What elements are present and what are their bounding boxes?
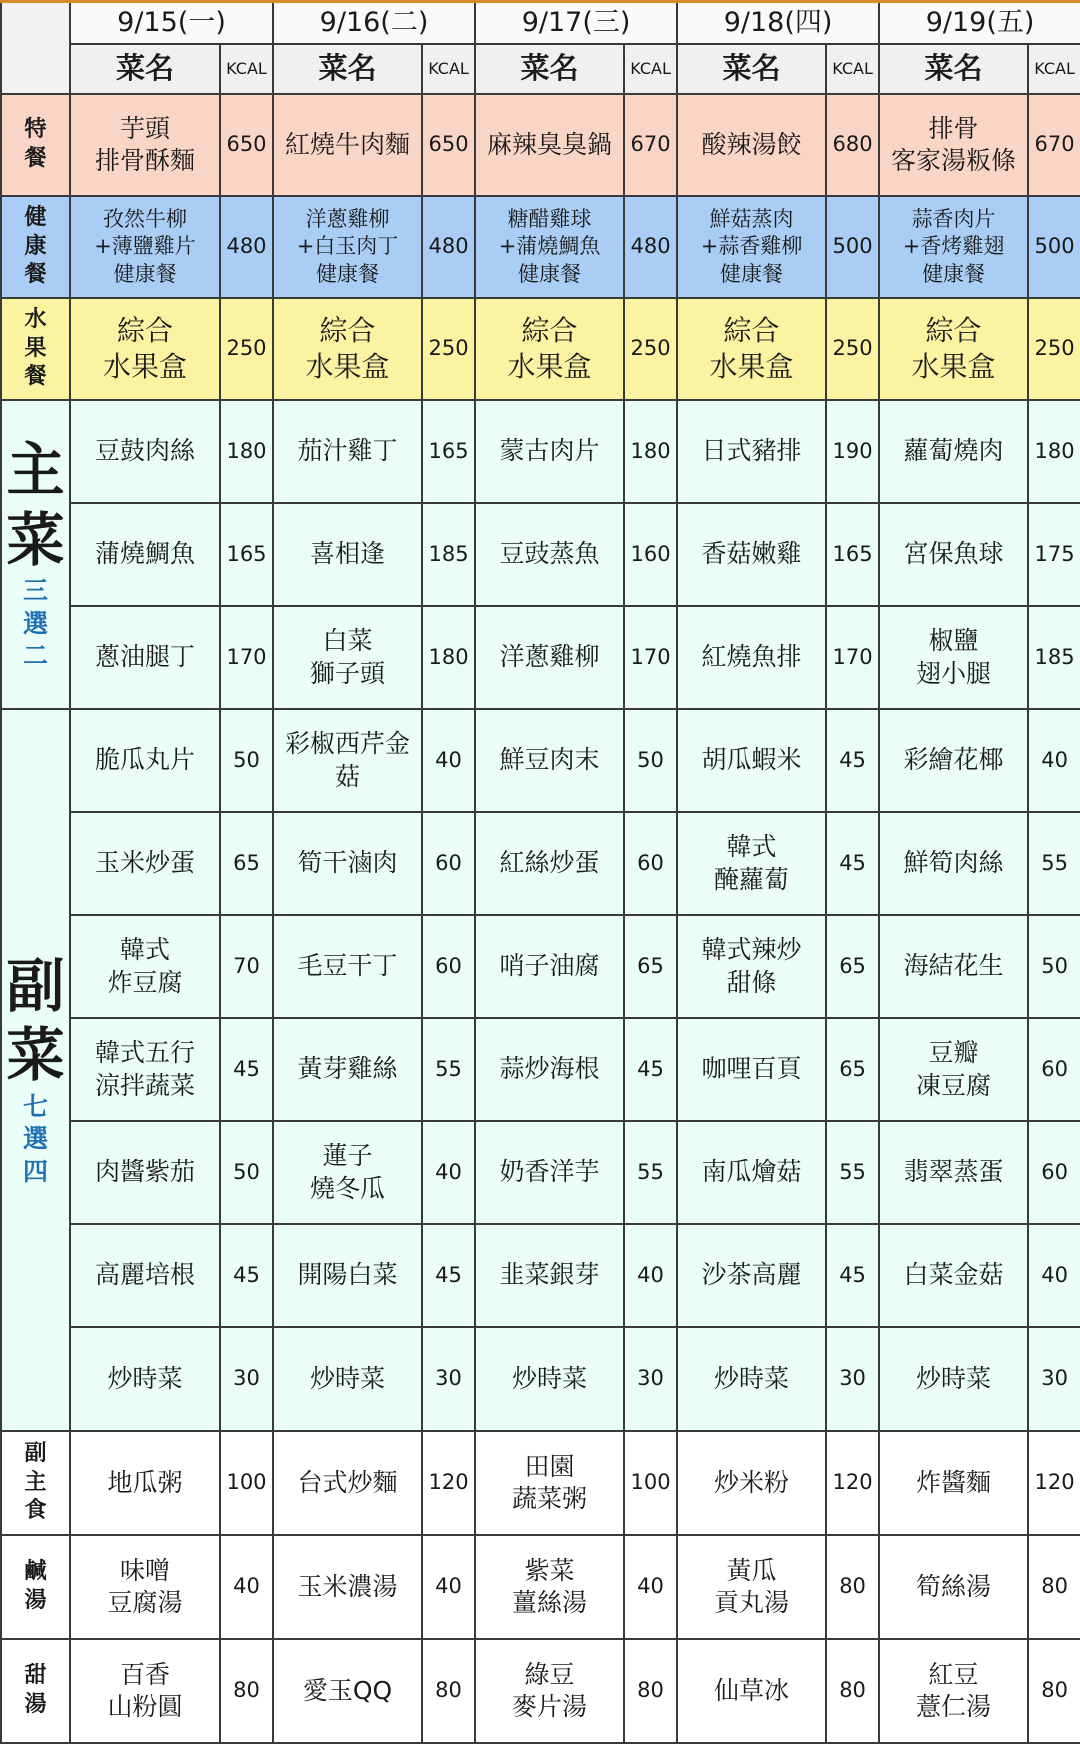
dish-name: 孜然牛柳 +薄鹽雞片 健康餐 (70, 196, 220, 298)
dish-name: 蒜炒海根 (475, 1018, 624, 1121)
dish-name: 炒時菜 (273, 1327, 422, 1431)
dish-name: 炒時菜 (879, 1327, 1028, 1431)
dish-kcal: 480 (624, 196, 677, 298)
dish-kcal: 55 (422, 1018, 475, 1121)
corner-cell (1, 2, 70, 95)
kcal-header: KCAL (422, 44, 475, 94)
dish-name: 喜相逢 (273, 503, 422, 606)
dish-kcal: 80 (422, 1639, 475, 1743)
dish-kcal: 65 (624, 915, 677, 1018)
dish-kcal: 40 (422, 709, 475, 812)
dish-name: 黃芽雞絲 (273, 1018, 422, 1121)
dish-name: 豆瓣 凍豆腐 (879, 1018, 1028, 1121)
special-meal-label: 特 餐 (1, 94, 70, 196)
dish-name: 哨子油腐 (475, 915, 624, 1018)
sweet-soup-row (1, 1639, 1080, 1743)
dish-kcal: 180 (1028, 400, 1080, 503)
dish-name: 紅豆 薏仁湯 (879, 1639, 1028, 1743)
dish-kcal: 40 (624, 1224, 677, 1327)
dish-kcal: 45 (220, 1018, 273, 1121)
dish-kcal: 250 (624, 298, 677, 400)
dish-name: 蒙古肉片 (475, 400, 624, 503)
dish-name: 紅絲炒蛋 (475, 812, 624, 915)
dish-name: 日式豬排 (677, 400, 826, 503)
dish-name: 綜合 水果盒 (475, 298, 624, 400)
dish-kcal: 55 (1028, 812, 1080, 915)
dish-kcal: 250 (422, 298, 475, 400)
dish-kcal: 50 (220, 1121, 273, 1224)
main-dish-row (1, 503, 1080, 606)
dish-name: 脆瓜丸片 (70, 709, 220, 812)
dish-kcal: 70 (220, 915, 273, 1018)
dish-name-header: 菜名 (70, 44, 220, 94)
dish-kcal: 100 (624, 1431, 677, 1535)
dish-name: 炒時菜 (677, 1327, 826, 1431)
dish-name: 肉醬紫茄 (70, 1121, 220, 1224)
dish-kcal: 30 (1028, 1327, 1080, 1431)
dish-name: 黃瓜 貢丸湯 (677, 1535, 826, 1639)
dish-kcal: 45 (220, 1224, 273, 1327)
dish-kcal: 80 (1028, 1535, 1080, 1639)
main-dish-title: 主 菜 (6, 436, 65, 574)
dish-name: 酸辣湯餃 (677, 94, 826, 196)
side-dish-label (1, 709, 70, 1431)
dish-name: 綜合 水果盒 (677, 298, 826, 400)
dish-name-header: 菜名 (677, 44, 826, 94)
dish-kcal: 190 (826, 400, 879, 503)
dish-kcal: 80 (624, 1639, 677, 1743)
dish-name: 咖哩百頁 (677, 1018, 826, 1121)
dish-name: 翡翠蒸蛋 (879, 1121, 1028, 1224)
dish-name: 蘿蔔燒肉 (879, 400, 1028, 503)
side-dish-row (1, 1327, 1080, 1431)
dish-kcal: 120 (422, 1431, 475, 1535)
dish-kcal: 165 (220, 503, 273, 606)
side-staple-row (1, 1431, 1080, 1535)
dish-kcal: 50 (220, 709, 273, 812)
main-dish-row (1, 400, 1080, 503)
dish-kcal: 100 (220, 1431, 273, 1535)
dish-name-header: 菜名 (879, 44, 1028, 94)
dish-name: 蒲燒鯛魚 (70, 503, 220, 606)
column-header-row (1, 44, 1080, 94)
side-staple-label: 副 主 食 (1, 1431, 70, 1535)
dish-kcal: 45 (826, 1224, 879, 1327)
side-dish-row (1, 1018, 1080, 1121)
dish-kcal: 500 (826, 196, 879, 298)
side-dish-row (1, 915, 1080, 1018)
main-dish-row (1, 606, 1080, 709)
dish-kcal: 65 (826, 1018, 879, 1121)
day-date-header: 9/17(三) (475, 2, 677, 45)
dish-kcal: 160 (624, 503, 677, 606)
dish-kcal: 250 (826, 298, 879, 400)
dish-name: 鮮豆肉末 (475, 709, 624, 812)
dish-kcal: 30 (220, 1327, 273, 1431)
side-dish-choice-rule: 七 選 四 (22, 1091, 48, 1186)
dish-name: 玉米濃湯 (273, 1535, 422, 1639)
side-dish-row (1, 1224, 1080, 1327)
dish-kcal: 50 (1028, 915, 1080, 1018)
dish-name: 香菇嫩雞 (677, 503, 826, 606)
dish-name: 田園 蔬菜粥 (475, 1431, 624, 1535)
dish-kcal: 45 (826, 812, 879, 915)
dish-kcal: 60 (422, 915, 475, 1018)
dish-name: 紅燒魚排 (677, 606, 826, 709)
dish-kcal: 680 (826, 94, 879, 196)
healthy-meal-row (1, 196, 1080, 298)
dish-name: 茄汁雞丁 (273, 400, 422, 503)
dish-kcal: 55 (826, 1121, 879, 1224)
dish-name: 沙茶高麗 (677, 1224, 826, 1327)
dish-name: 鮮菇蒸肉 +蒜香雞柳 健康餐 (677, 196, 826, 298)
dish-kcal: 40 (624, 1535, 677, 1639)
dish-kcal: 55 (624, 1121, 677, 1224)
dish-name: 紅燒牛肉麵 (273, 94, 422, 196)
dish-kcal: 40 (422, 1535, 475, 1639)
fruit-meal-row (1, 298, 1080, 400)
dish-name: 糖醋雞球 +蒲燒鯛魚 健康餐 (475, 196, 624, 298)
dish-name: 韓式 醃蘿蔔 (677, 812, 826, 915)
dish-name: 海結花生 (879, 915, 1028, 1018)
side-dish-title: 副 菜 (6, 951, 65, 1090)
dish-name-header: 菜名 (475, 44, 624, 94)
dish-kcal: 80 (1028, 1639, 1080, 1743)
dish-kcal: 30 (826, 1327, 879, 1431)
dish-name: 紫菜 薑絲湯 (475, 1535, 624, 1639)
dish-kcal: 80 (826, 1639, 879, 1743)
dish-name: 南瓜燴菇 (677, 1121, 826, 1224)
dish-name: 奶香洋芋 (475, 1121, 624, 1224)
dish-kcal: 40 (1028, 709, 1080, 812)
dish-name: 綜合 水果盒 (273, 298, 422, 400)
dish-name: 彩椒西芹金 菇 (273, 709, 422, 812)
dish-kcal: 250 (220, 298, 273, 400)
dish-kcal: 60 (1028, 1121, 1080, 1224)
dish-kcal: 165 (826, 503, 879, 606)
dish-name: 玉米炒蛋 (70, 812, 220, 915)
dish-name: 椒鹽 翅小腿 (879, 606, 1028, 709)
salty-soup-label: 鹹 湯 (1, 1535, 70, 1639)
dish-name: 白菜金菇 (879, 1224, 1028, 1327)
dish-name: 地瓜粥 (70, 1431, 220, 1535)
dish-name: 炸醬麵 (879, 1431, 1028, 1535)
dish-name: 韭菜銀芽 (475, 1224, 624, 1327)
dish-kcal: 80 (220, 1639, 273, 1743)
dish-name: 味噌 豆腐湯 (70, 1535, 220, 1639)
dish-name: 鮮筍肉絲 (879, 812, 1028, 915)
salty-soup-row (1, 1535, 1080, 1639)
dish-kcal: 30 (422, 1327, 475, 1431)
day-date-header: 9/19(五) (879, 2, 1080, 45)
dish-kcal: 60 (1028, 1018, 1080, 1121)
main-dish-label (1, 400, 70, 709)
side-dish-row (1, 1121, 1080, 1224)
kcal-header: KCAL (624, 44, 677, 94)
dish-kcal: 30 (624, 1327, 677, 1431)
fruit-meal-label: 水 果 餐 (1, 298, 70, 400)
special-meal-row (1, 94, 1080, 196)
day-date-header: 9/16(二) (273, 2, 475, 45)
dish-name: 高麗培根 (70, 1224, 220, 1327)
dish-name: 台式炒麵 (273, 1431, 422, 1535)
dish-name: 蒜香肉片 +香烤雞翅 健康餐 (879, 196, 1028, 298)
dish-kcal: 480 (422, 196, 475, 298)
dish-name: 炒時菜 (70, 1327, 220, 1431)
dish-kcal: 250 (1028, 298, 1080, 400)
dish-name: 洋蔥雞柳 +白玉肉丁 健康餐 (273, 196, 422, 298)
side-dish-row (1, 709, 1080, 812)
dish-name: 開陽白菜 (273, 1224, 422, 1327)
dish-kcal: 40 (220, 1535, 273, 1639)
dish-name: 綜合 水果盒 (70, 298, 220, 400)
dish-name: 胡瓜蝦米 (677, 709, 826, 812)
dish-kcal: 60 (624, 812, 677, 915)
dish-kcal: 185 (422, 503, 475, 606)
dish-kcal: 40 (1028, 1224, 1080, 1327)
dish-kcal: 45 (826, 709, 879, 812)
dish-name: 百香 山粉圓 (70, 1639, 220, 1743)
dish-kcal: 45 (624, 1018, 677, 1121)
dish-kcal: 120 (826, 1431, 879, 1535)
dish-kcal: 500 (1028, 196, 1080, 298)
dish-name: 仙草冰 (677, 1639, 826, 1743)
day-date-header: 9/15(一) (70, 2, 273, 45)
dish-kcal: 670 (1028, 94, 1080, 196)
dish-kcal: 80 (826, 1535, 879, 1639)
dish-name: 韓式 炸豆腐 (70, 915, 220, 1018)
dish-name: 綠豆 麥片湯 (475, 1639, 624, 1743)
dish-kcal: 185 (1028, 606, 1080, 709)
dish-name: 炒米粉 (677, 1431, 826, 1535)
dish-kcal: 480 (220, 196, 273, 298)
dish-name: 白菜 獅子頭 (273, 606, 422, 709)
dish-kcal: 650 (422, 94, 475, 196)
dish-kcal: 670 (624, 94, 677, 196)
dish-name: 筍干滷肉 (273, 812, 422, 915)
dish-name: 蔥油腿丁 (70, 606, 220, 709)
dish-name: 韓式五行 涼拌蔬菜 (70, 1018, 220, 1121)
dish-name: 芋頭 排骨酥麵 (70, 94, 220, 196)
dish-kcal: 65 (826, 915, 879, 1018)
dish-kcal: 650 (220, 94, 273, 196)
dish-kcal: 60 (422, 812, 475, 915)
dish-kcal: 170 (220, 606, 273, 709)
dish-name: 蓮子 燒冬瓜 (273, 1121, 422, 1224)
side-dish-row (1, 812, 1080, 915)
dish-name: 排骨 客家湯粄條 (879, 94, 1028, 196)
dish-kcal: 180 (624, 400, 677, 503)
dish-kcal: 50 (624, 709, 677, 812)
healthy-meal-label: 健 康 餐 (1, 196, 70, 298)
dish-name: 愛玉QQ (273, 1639, 422, 1743)
dish-kcal: 170 (624, 606, 677, 709)
dish-name-header: 菜名 (273, 44, 422, 94)
dish-name: 韓式辣炒 甜條 (677, 915, 826, 1018)
dish-kcal: 180 (220, 400, 273, 503)
dish-kcal: 170 (826, 606, 879, 709)
dish-name: 豆鼓肉絲 (70, 400, 220, 503)
dish-name: 炒時菜 (475, 1327, 624, 1431)
kcal-header: KCAL (220, 44, 273, 94)
dish-kcal: 40 (422, 1121, 475, 1224)
dish-name: 洋蔥雞柳 (475, 606, 624, 709)
main-dish-choice-rule: 三 選 二 (22, 576, 48, 671)
dish-name: 彩繪花椰 (879, 709, 1028, 812)
kcal-header: KCAL (1028, 44, 1080, 94)
dish-name: 宮保魚球 (879, 503, 1028, 606)
dish-name: 綜合 水果盒 (879, 298, 1028, 400)
date-header-row (1, 2, 1080, 45)
dish-name: 毛豆干丁 (273, 915, 422, 1018)
dish-kcal: 180 (422, 606, 475, 709)
dish-kcal: 65 (220, 812, 273, 915)
dish-name: 筍絲湯 (879, 1535, 1028, 1639)
kcal-header: KCAL (826, 44, 879, 94)
dish-kcal: 165 (422, 400, 475, 503)
dish-kcal: 120 (1028, 1431, 1080, 1535)
dish-kcal: 175 (1028, 503, 1080, 606)
dish-name: 麻辣臭臭鍋 (475, 94, 624, 196)
dish-name: 豆豉蒸魚 (475, 503, 624, 606)
sweet-soup-label: 甜 湯 (1, 1639, 70, 1743)
dish-kcal: 45 (422, 1224, 475, 1327)
day-date-header: 9/18(四) (677, 2, 879, 45)
